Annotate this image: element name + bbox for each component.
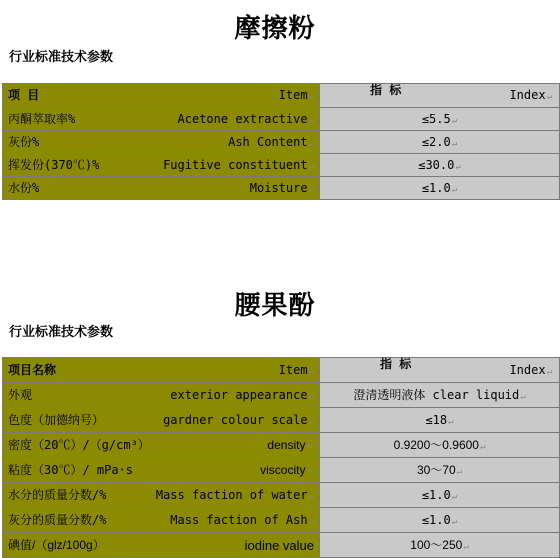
paragraph-mark-icon: ↵ <box>308 115 314 126</box>
row-label-en: Acetone extractive↵ <box>177 111 314 126</box>
row-label-en: gardner colour scale↵ <box>163 412 314 427</box>
paragraph-mark-icon: ↵ <box>308 138 314 149</box>
table-row <box>3 177 560 200</box>
row-value: ≤1.0 <box>421 487 451 502</box>
row-label-cn: 水份% <box>8 180 40 195</box>
paragraph-mark-icon: ↵ <box>451 184 458 195</box>
paragraph-mark-icon: ↵ <box>455 161 461 172</box>
paragraph-mark-icon: ↵ <box>463 541 469 552</box>
table-header-row <box>3 358 560 383</box>
table-row <box>3 108 560 131</box>
paragraph-mark-icon: ↵ <box>451 491 458 502</box>
header-index-cell <box>320 84 560 108</box>
section-1-table <box>2 83 560 200</box>
row-value: 30～70 <box>416 462 456 477</box>
paragraph-mark-icon: ↵ <box>308 416 314 427</box>
header-index-cn: 指 标 <box>370 83 402 97</box>
row-label-en: Mass faction of Ash↵ <box>170 512 314 527</box>
paragraph-mark-icon: ↵ <box>520 391 526 402</box>
paragraph-mark-icon: ↵ <box>308 491 314 502</box>
table-row <box>3 154 560 177</box>
row-label-en: density↵ <box>267 438 314 452</box>
row-value: 澄清透明液体 clear liquid <box>353 387 520 402</box>
paragraph-mark-icon: ↵ <box>546 92 552 102</box>
row-value: ≤1.0 <box>421 180 451 195</box>
row-label-cn: 密度（20℃）/（g/cm³） <box>8 438 150 452</box>
row-value: ≤30.0 <box>418 157 455 172</box>
row-label-cn: 碘值/（glz/100g） <box>8 537 105 552</box>
table-row <box>3 483 560 508</box>
row-label-cn: 色度（加德纳号） <box>8 412 105 427</box>
section-2-table <box>2 357 560 558</box>
table-header-row <box>3 84 560 108</box>
row-label-cn: 灰份% <box>8 134 40 149</box>
row-value: ≤2.0 <box>421 134 451 149</box>
paragraph-mark-icon: ↵ <box>451 516 458 527</box>
row-label-en: iodine value <box>244 537 314 553</box>
row-label-cn: 水分的质量分数/% <box>8 487 107 502</box>
header-item-cell <box>3 84 320 108</box>
row-label-en: Mass faction of water↵ <box>155 487 314 502</box>
paragraph-mark-icon: ↵ <box>546 366 552 377</box>
paragraph-mark-icon: ↵ <box>308 516 314 527</box>
section-2-title: 腰果酚 <box>234 291 316 321</box>
section-1-title: 摩擦粉 <box>234 14 316 44</box>
header-index-cell <box>320 358 560 383</box>
row-label-en: Fugitive constituent↵ <box>163 157 314 172</box>
row-label-cn: 粘度（30℃）/ mPa·s <box>8 463 134 477</box>
row-label-cn: 挥发份(370℃)% <box>8 157 100 172</box>
table-row <box>3 408 560 433</box>
table-row <box>3 508 560 533</box>
header-item-cn: 项目名称 <box>8 362 57 377</box>
row-value: ≤1.0 <box>421 512 451 527</box>
header-item-cn: 项 目 <box>8 88 40 102</box>
section-2-subtitle: 行业标准技术参数 <box>9 325 114 340</box>
header-index-en: Index↵ <box>509 362 552 377</box>
paragraph-mark-icon: ↵ <box>448 416 454 427</box>
row-value: 100～250 <box>410 537 463 552</box>
section-1-subtitle: 行业标准技术参数 <box>9 50 114 65</box>
paragraph-mark-icon: ↵ <box>308 391 314 402</box>
header-item-cell <box>3 358 320 383</box>
row-label-cn: 丙酮萃取率% <box>8 111 76 126</box>
row-label-en: Moisture↵ <box>249 180 314 195</box>
paragraph-mark-icon: ↵ <box>480 441 486 452</box>
paragraph-mark-icon: ↵ <box>308 161 314 172</box>
paragraph-mark-icon: ↵ <box>451 115 458 126</box>
table-row <box>3 433 560 458</box>
table-row <box>3 383 560 408</box>
paragraph-mark-icon: ↵ <box>451 138 458 149</box>
paragraph-mark-icon: ↵ <box>306 466 314 476</box>
paragraph-mark-icon: ↵ <box>308 366 314 377</box>
row-label-en: Ash Content↵ <box>228 134 314 149</box>
table-row <box>3 131 560 154</box>
header-index-cn: 指 标 <box>380 357 412 371</box>
header-item-en: Item↵ <box>278 362 314 377</box>
row-value: ≤18 <box>425 412 448 427</box>
row-value: ≤5.5 <box>421 111 451 126</box>
table-row <box>3 533 560 558</box>
paragraph-mark-icon: ↵ <box>308 184 314 195</box>
paragraph-mark-icon: ↵ <box>308 92 314 102</box>
header-index-en: Index↵ <box>509 88 552 102</box>
row-label-cn: 外观 <box>8 387 33 402</box>
row-label-en: exterior appearance↵ <box>170 387 314 402</box>
paragraph-mark-icon: ↵ <box>456 466 463 477</box>
table-row <box>3 458 560 483</box>
row-label-en: viscocity↵ <box>260 463 314 477</box>
row-label-cn: 灰分的质量分数/% <box>8 512 107 527</box>
paragraph-mark-icon: ↵ <box>306 441 314 451</box>
header-item-en: Item↵ <box>278 88 314 102</box>
row-value: 0.9200～0.9600 <box>393 437 479 452</box>
